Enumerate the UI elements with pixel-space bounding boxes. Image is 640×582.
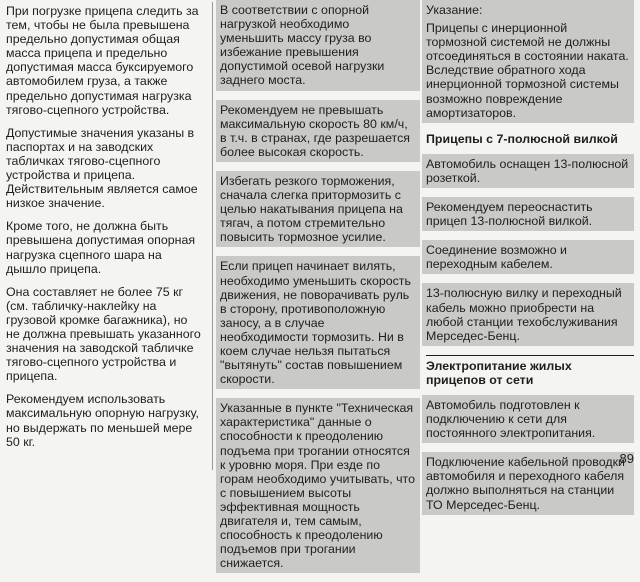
paragraph: Рекомендуем не превышать максимальную скорость 80 км/ч, в т.ч. в странах, где разрешается более высокая скорость.	[220, 102, 410, 159]
shaded-block	[422, 240, 634, 274]
section-heading: Прицепы с 7-полюсной вилкой	[426, 131, 618, 146]
shaded-block	[216, 0, 420, 91]
section-heading: Электропитание жилых прицепов от сети	[426, 355, 634, 387]
column-divider	[212, 2, 213, 470]
shaded-block	[216, 398, 420, 573]
paragraph: Допустимые значения указаны в паспортах и на заводских табличках тягово-сцепного устройства и прицепа. Действительным является самое низкое значение.	[6, 125, 198, 211]
paragraph: 13-полюсную вилку и переходный кабель можно приобрести на любой станции техобслуживания Мерседес-Бенц.	[426, 286, 622, 343]
paragraph: Избегать резкого торможения, сначала слегка притормозить с целью накатывания прицепа на тягач, а потом стремительно повысить тормозное усилие.	[220, 173, 403, 245]
column-3	[426, 0, 634, 524]
paragraph: Автомобиль оснащен 13-полюсной розеткой.	[426, 156, 629, 185]
paragraph: Она составляет не более 75 кг (см. табличку-наклейку на грузовой кромке багажника), но не должна превышать указанного значения на заводской табличке тягово-сцепного устройства и прицепа.	[6, 284, 201, 384]
note-text: Прицепы с инерционной тормозной системой не должны отсоединяться в состоянии наката. Вследствие обратного хода инерционной тормозной системы возможно повреждение амортизаторов.	[426, 21, 629, 120]
shaded-block	[422, 283, 634, 345]
column-1	[6, 0, 204, 458]
paragraph: Подключение кабельной проводки автомобиля и переходного кабеля должно выполняться на станции ТО Мерседес-Бенц.	[426, 455, 625, 512]
paragraph: Если прицеп начинает вилять, необходимо уменьшить скорость движения, не поворачивать руль в сторону, противоположную заносу, а в случае необходимости тормозить. Ни в коем случае нельзя пытаться "вытянуть" состав повышением скорости.	[220, 259, 411, 387]
shaded-block	[422, 452, 634, 514]
shaded-block	[216, 171, 420, 247]
column-2	[220, 0, 420, 582]
note-block	[422, 0, 634, 123]
shaded-block	[216, 100, 420, 162]
paragraph: Рекомендуем переоснастить прицеп 13-полюсной вилкой.	[426, 200, 593, 229]
paragraph: В соответствии с опорной нагрузкой необходимо уменьшить массу груза во избежание превышения допустимой осевой нагрузки заднего моста.	[220, 3, 385, 88]
paragraph: Указанные в пункте "Техническая характеристика" данные о способности к преодолению подъема при трогании относятся к уровню моря. При езде по горам необходимо учитывать, что с повышением высоты эффективная мощность двигателя и, тем самым, способность к преодолению подъемов при трогании снижается.	[220, 401, 415, 571]
paragraph: При погрузке прицепа следить за тем, чтобы не была превышена предельно допустимая общая масса прицепа и предельно допустимая масса буксируемого автомобилем груза, а также предельно допустимая нагрузка тягово-сцепного устройства.	[6, 4, 199, 117]
shaded-block	[422, 197, 634, 231]
paragraph: Кроме того, не должна быть превышена допустимая опорная нагрузка сцепного шара на дышло прицепа.	[6, 219, 196, 276]
shaded-block	[422, 395, 634, 443]
note-label: Указание:	[426, 3, 483, 17]
shaded-block	[216, 256, 420, 389]
paragraph: Автомобиль подготовлен к подключению к сети для постоянного электропитания.	[426, 397, 596, 441]
paragraph: Рекомендуем использовать максимальную опорную нагрузку, но выдержать по меньшей мере 50 кг.	[6, 392, 199, 449]
shaded-block	[422, 154, 634, 188]
page-number: 89	[619, 451, 634, 466]
paragraph: Соединение возможно и переходным кабелем.	[426, 243, 567, 272]
